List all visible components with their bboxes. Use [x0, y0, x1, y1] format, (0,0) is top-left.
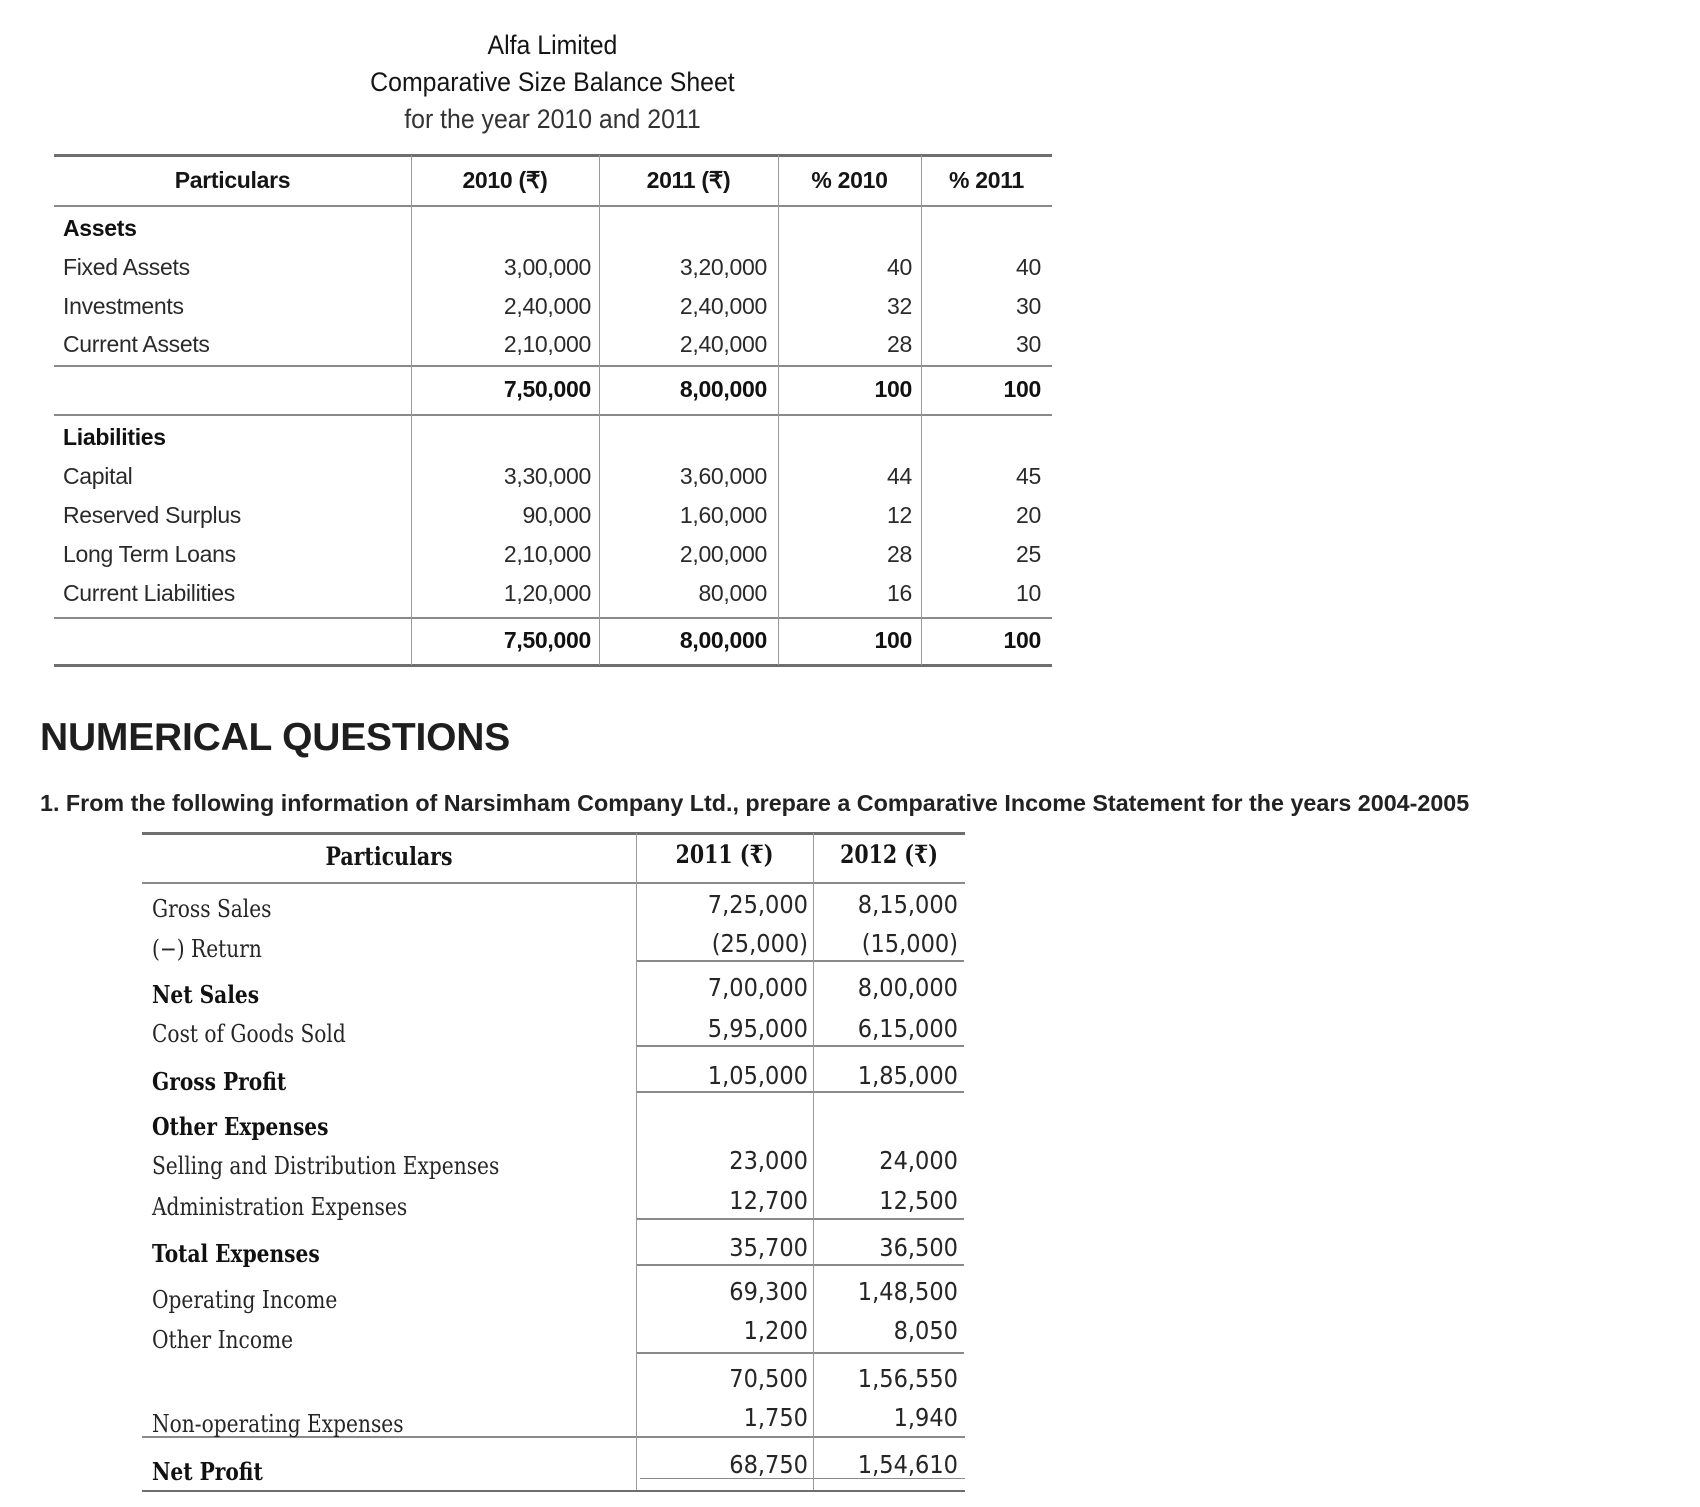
value-2011: 2,00,000 [679, 541, 767, 567]
value-2011: 1,200 [743, 1316, 808, 1345]
total-expenses-rule [636, 1218, 964, 1220]
pct-2011: 30 [1016, 293, 1041, 319]
row-label: Non-operating Expenses [152, 1410, 404, 1438]
row-label: Fixed Assets [63, 254, 190, 280]
value-2010: 2,10,000 [503, 331, 591, 357]
row-label: Long Term Loans [63, 541, 236, 567]
row-label: Administration Expenses [152, 1193, 408, 1221]
value-2011: (25,000) [711, 929, 808, 958]
pct-2011: 10 [1016, 580, 1041, 606]
value-2011: 3,20,000 [679, 254, 767, 280]
pct-2011: 30 [1016, 331, 1041, 357]
value-2012: 8,00,000 [857, 973, 958, 1002]
value-2011: 70,500 [729, 1364, 808, 1393]
pct-2011: 20 [1016, 502, 1041, 528]
value-2011: 80,000 [698, 580, 767, 606]
pct-2010: 44 [887, 463, 912, 489]
value-2012: 12,500 [879, 1186, 958, 1215]
assets-subtotal-rule [54, 365, 1052, 367]
value-2012: 1,56,550 [857, 1364, 958, 1393]
balance-sheet-title: Comparative Size Balance Sheet [370, 67, 735, 97]
total-2011: 8,00,000 [679, 627, 767, 653]
pct-2010: 16 [887, 580, 912, 606]
value-2012: 8,15,000 [857, 890, 958, 919]
balance-sheet-subtitle: for the year 2010 and 2011 [404, 104, 701, 134]
question-text: 1. From the following information of Narsimham Company Ltd., prepare a Comparative Income Statement for the years 2004-2005 [40, 790, 1470, 816]
pct-2010: 12 [887, 502, 912, 528]
value-2011: 1,05,000 [707, 1061, 808, 1090]
row-label: Other Expenses [152, 1112, 329, 1141]
value-2011: 68,750 [729, 1450, 808, 1479]
header-bottom-rule [54, 205, 1052, 207]
pct-2011: 25 [1016, 541, 1041, 567]
value-2011: 2,40,000 [679, 293, 767, 319]
pct-2011: 45 [1016, 463, 1041, 489]
row-label: Gross Profit [152, 1067, 287, 1096]
value-2010: 1,20,000 [503, 580, 591, 606]
row-label: Selling and Distribution Expenses [152, 1152, 500, 1180]
liabilities-subtotal-rule [54, 617, 1052, 619]
value-2012: 36,500 [879, 1233, 958, 1262]
value-2010: 2,10,000 [503, 541, 591, 567]
value-2010: 3,00,000 [503, 254, 591, 280]
value-2010: 2,40,000 [503, 293, 591, 319]
gross-profit-rule [636, 1045, 964, 1047]
pct-2010: 40 [887, 254, 912, 280]
pct-2010: 32 [887, 293, 912, 319]
value-2011: 5,95,000 [707, 1014, 808, 1043]
pct-2010: 28 [887, 331, 912, 357]
col-header-2011: 2011 (₹) [675, 840, 774, 869]
value-2010: 3,30,000 [503, 463, 591, 489]
value-2011: 23,000 [729, 1146, 808, 1175]
value-2011: 1,60,000 [679, 502, 767, 528]
table-bottom-rule [142, 1490, 965, 1492]
row-label: Other Income [152, 1326, 294, 1354]
total-pct-2010: 100 [874, 627, 912, 653]
row-label: Current Liabilities [63, 580, 235, 606]
liabilities-heading: Liabilities [63, 424, 166, 450]
total-2010: 7,50,000 [503, 376, 591, 402]
col-header-2012: 2012 (₹) [840, 840, 938, 869]
table-bottom-rule [54, 664, 1052, 667]
value-2012: 24,000 [879, 1146, 958, 1175]
col-divider [636, 833, 637, 1490]
total-pct-2011: 100 [1003, 627, 1041, 653]
value-2012: 1,48,500 [857, 1277, 958, 1306]
row-label: Cost of Goods Sold [152, 1020, 346, 1048]
value-2011: 1,750 [743, 1403, 808, 1432]
row-label: (−) Return [152, 935, 262, 963]
value-2011: 7,00,000 [707, 973, 808, 1002]
operating-income-rule [636, 1264, 964, 1266]
col-header-particulars: Particulars [174, 167, 291, 193]
row-label: Reserved Surplus [63, 502, 242, 528]
value-2011: 3,60,000 [679, 463, 767, 489]
row-label: Gross Sales [152, 895, 272, 923]
assets-heading: Assets [63, 215, 137, 241]
row-label: Current Assets [63, 331, 210, 357]
total-2011: 8,00,000 [679, 376, 767, 402]
col-header-pct-2010: % 2010 [811, 167, 888, 193]
value-2011: 12,700 [729, 1186, 808, 1215]
table-top-rule [142, 832, 965, 835]
table-top-rule [54, 154, 1052, 157]
col-header-particulars: Particulars [325, 842, 453, 871]
total-pct-2010: 100 [874, 376, 912, 402]
row-label: Net Profit [152, 1457, 263, 1486]
value-2011: 69,300 [729, 1277, 808, 1306]
value-2012: 1,940 [893, 1403, 958, 1432]
section-heading: NUMERICAL QUESTIONS [40, 716, 511, 759]
value-2012: 1,54,610 [857, 1450, 958, 1479]
total-pct-2011: 100 [1003, 376, 1041, 402]
row-label: Capital [63, 463, 133, 489]
header-bottom-rule [142, 882, 965, 884]
value-2011: 7,25,000 [707, 890, 808, 919]
total-2010: 7,50,000 [503, 627, 591, 653]
row-label: Total Expenses [152, 1239, 320, 1268]
col-header-2010: 2010 (₹) [462, 167, 548, 193]
col-header-2011: 2011 (₹) [646, 167, 731, 193]
value-2011: 35,700 [729, 1233, 808, 1262]
value-2011: 2,40,000 [679, 331, 767, 357]
row-label: Investments [63, 293, 184, 319]
net-sales-rule [636, 960, 964, 962]
value-2012: 1,85,000 [857, 1061, 958, 1090]
subtotal-rule [636, 1352, 964, 1354]
value-2010: 90,000 [522, 502, 591, 528]
pct-2011: 40 [1016, 254, 1041, 280]
value-2012: 6,15,000 [857, 1014, 958, 1043]
row-label: Operating Income [152, 1286, 338, 1314]
pct-2010: 28 [887, 541, 912, 567]
company-name: Alfa Limited [487, 30, 618, 60]
row-label: Net Sales [152, 980, 260, 1009]
col-divider [813, 833, 814, 1490]
value-2012: (15,000) [861, 929, 958, 958]
value-2012: 8,050 [893, 1316, 958, 1345]
col-header-pct-2011: % 2011 [949, 167, 1024, 193]
assets-total-rule [54, 414, 1052, 416]
